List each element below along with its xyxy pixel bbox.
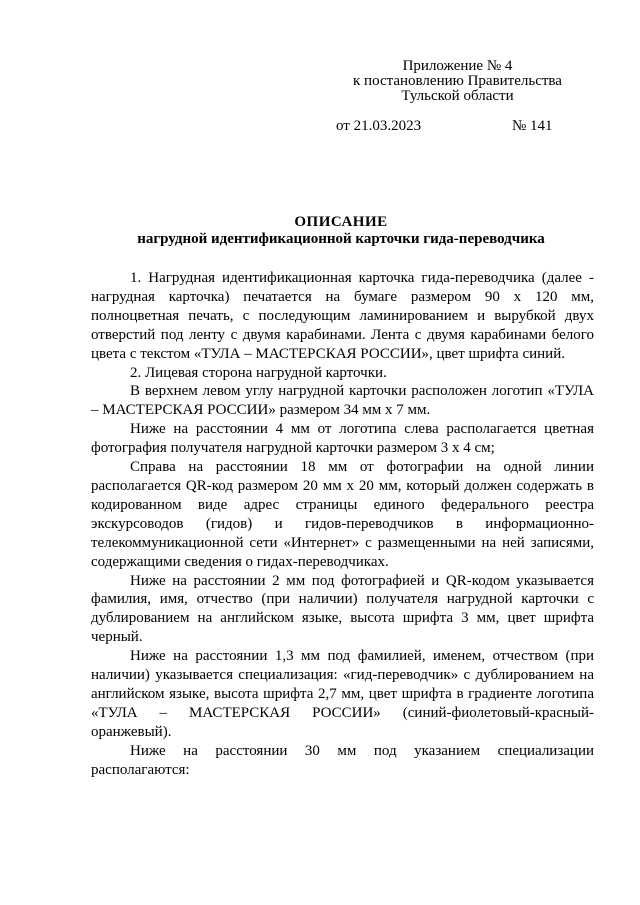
paragraph-8: Ниже на расстоянии 30 мм под указанием специализации располагаются: (91, 742, 594, 778)
paragraph-4: Ниже на расстоянии 4 мм от логотипа слева располагается цветная фотография получателя нагрудной карточки размером 3 х 4 см; (91, 421, 594, 457)
resolution-date: от 21.03.2023 (336, 118, 422, 134)
title-subtitle: нагрудной идентификационной карточки гида-переводчика (137, 231, 545, 247)
document-body (91, 269, 594, 779)
paragraph-2: 2. Лицевая сторона нагрудной карточки. (130, 364, 387, 381)
paragraph-5: Справа на расстоянии 18 мм от фотографии на одной линии располагается QR-код размером 20 мм х 20 мм, который должен содержать в кодированном виде адрес страницы единого федерального реестра экскурсоводов (гидов) и гидов-переводчиков в информационно-телекоммуникационной сети «Интернет» с размещенными на ней записями, содержащими сведения о гидах-переводчиках. (91, 459, 594, 570)
title-heading: ОПИСАНИЕ (294, 214, 388, 230)
appendix-region: Тульской области (401, 88, 514, 104)
document-title (91, 214, 591, 248)
paragraph-6: Ниже на расстоянии 2 мм под фотографией и QR-кодом указывается фамилия, имя, отчество (при наличии) получателя нагрудной карточки с дублированием на английском языке, высота шрифта 3 мм, цвет шрифта черный. (91, 572, 594, 646)
resolution-number: № 141 (512, 118, 553, 134)
paragraph-3: В верхнем левом углу нагрудной карточки расположен логотип «ТУЛА – МАСТЕРСКАЯ РОССИИ» размером 34 мм х 7 мм. (91, 383, 594, 419)
paragraph-1: 1. Нагрудная идентификационная карточка гида-переводчика (далее - нагрудная карточка) печатается на бумаге размером 90 х 120 мм, полноцветная печать, с последующим ламинированием и вырубкой двух отверстий под ленту с двумя карабинами. Лента с двумя карабинами белого цвета с текстом «ТУЛА – МАСТЕРСКАЯ РОССИИ», цвет шрифта синий. (91, 270, 594, 362)
paragraph-7: Ниже на расстоянии 1,3 мм под фамилией, именем, отчеством (при наличии) указывается специализация: «гид-переводчик» с дублированием на английском языке, высота шрифта 2,7 мм, цвет шрифта в градиенте логотипа «ТУЛА – МАСТЕРСКАЯ РОССИИ» (синий-фиолетовый-красный-оранжевый). (91, 648, 594, 740)
appendix-number: Приложение № 4 (402, 58, 513, 74)
appendix-resolution: к постановлению Правительства (353, 73, 562, 89)
appendix-header (330, 59, 585, 104)
